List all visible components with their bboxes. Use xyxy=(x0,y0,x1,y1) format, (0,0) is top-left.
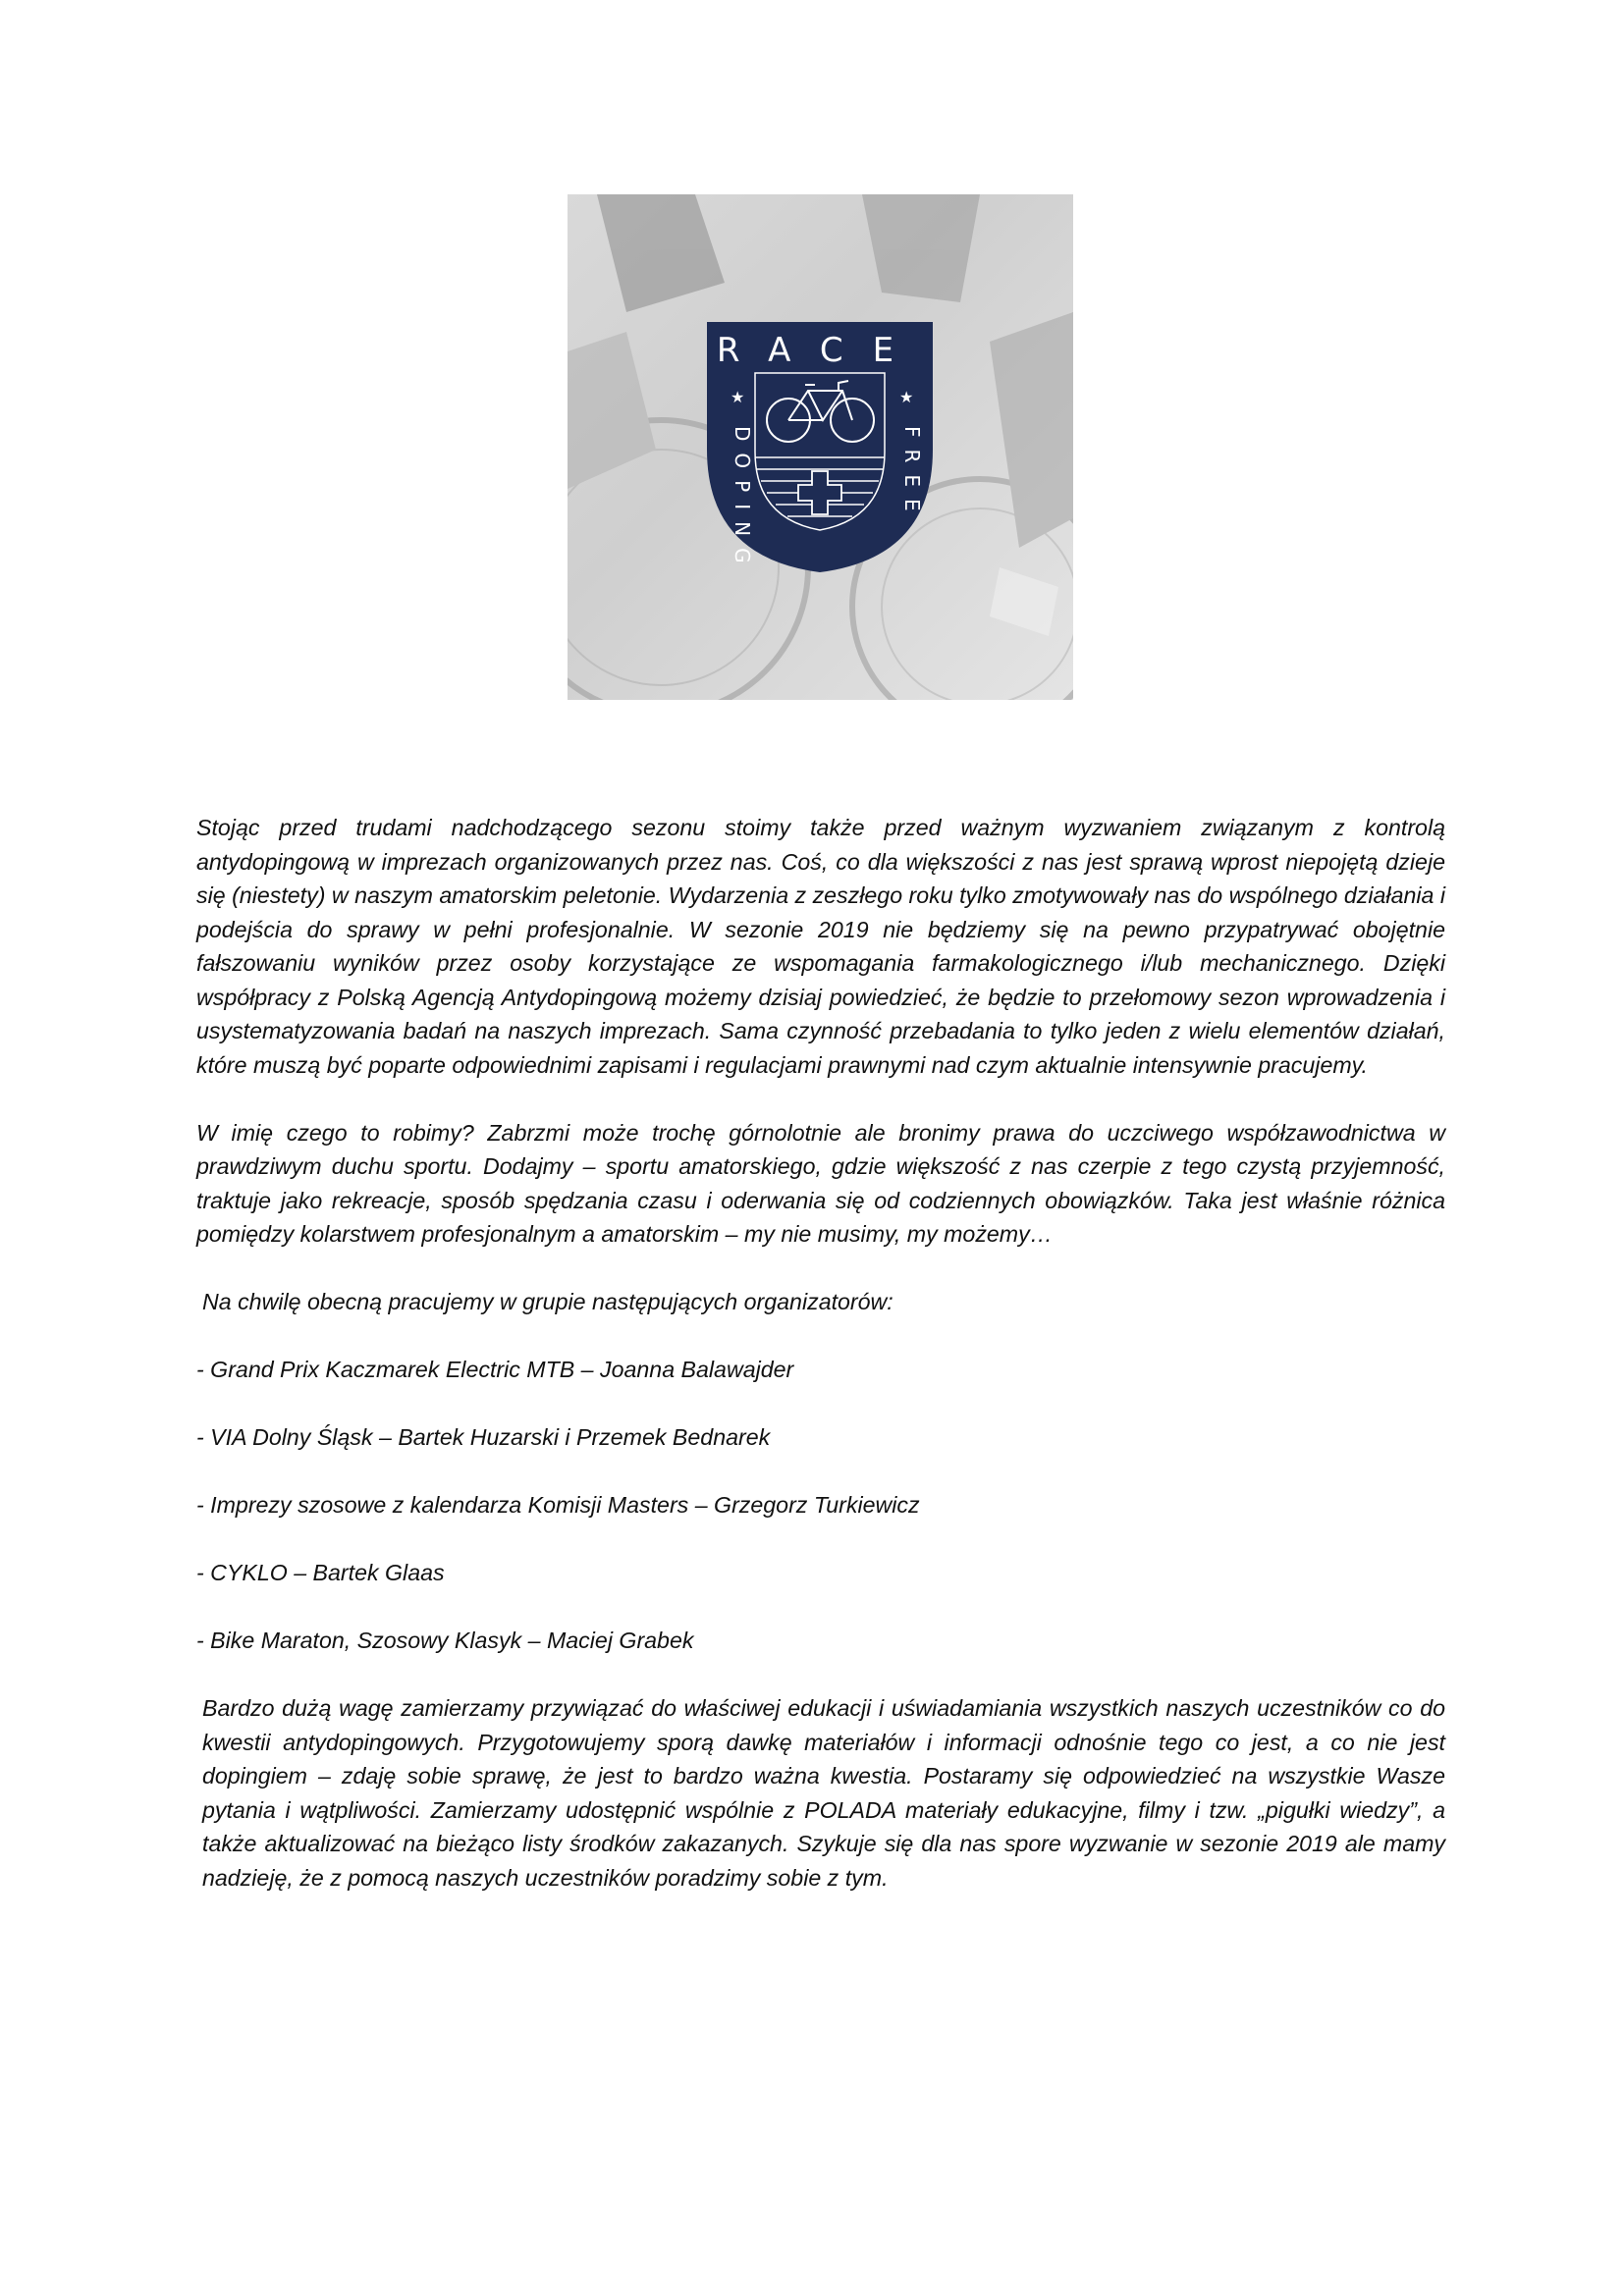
list-item: - VIA Dolny Śląsk – Bartek Huzarski i Przemek Bednarek xyxy=(196,1424,771,1450)
organizers-intro: Na chwilę obecną pracujemy w grupie następujących organizatorów: xyxy=(202,1289,893,1314)
article-body xyxy=(196,811,1445,1895)
list-item: - CYKLO – Bartek Glaas xyxy=(196,1560,445,1585)
list-item: - Bike Maraton, Szosowy Klasyk – Maciej Grabek xyxy=(196,1628,694,1653)
paragraph-intro: Stojąc przed trudami nadchodzącego sezonu stoimy także przed ważnym wyzwaniem związanym z kontrolą antydopingową w imprezach organizowanych przez nas. Coś, co dla większości z nas jest sprawą wprost niepojętą dzieje się (niestety) w naszym amatorskim peletonie. Wydarzenia z zeszłego roku tylko zmotywowały nas do wspólnego działania i podejścia do sprawy w pełni profesjonalnie. W sezonie 2019 nie będziemy się na pewno przypatrywać obojętnie fałszowaniu wyników przez osoby korzystające ze wspomagania farmakologicznego i/lub mechanicznego. Dzięki współpracy z Polską Agencją Antydopingową możemy dzisiaj powiedzieć, że będzie to przełomowy sezon wprowadzenia i usystematyzowania badań na naszych imprezach. Sama czynność przebadania to tylko jeden z wielu elementów działań, które muszą być poparte odpowiednimi zapisami i regulacjami prawnymi nad czym aktualnie intensywnie pracujemy. xyxy=(196,815,1445,1078)
paragraph-education: Bardzo dużą wagę zamierzamy przywiązać do właściwej edukacji i uświadamiania wszystkich naszych uczestników co do kwestii antydopingowych. Przygotowujemy sporą dawkę materiałów i informacji odnośnie tego co jest, a co nie jest dopingiem – zdaję sobie sprawę, że jest to bardzo ważna kwestia. Postaramy się odpowiedzieć na wszystkie Wasze pytania i wątpliwości. Zamierzamy udostępnić wspólnie z POLADA materiały edukacyjne, filmy i tzw. „pigułki wiedzy”, a także aktualizować na bieżąco listy środków zakazanych. Szykuje się dla nas spore wyzwanie w sezonie 2019 ale mamy nadzieję, że z pomocą naszych uczestników poradzimy sobie z tym. xyxy=(202,1695,1445,1891)
star-icon: ★ xyxy=(899,388,914,406)
logo-text-race: RACE xyxy=(716,331,924,370)
logo-text-free: FREE xyxy=(900,426,924,523)
logo-graphic xyxy=(568,194,1073,700)
logo-text-doping: DOPING xyxy=(731,426,754,575)
star-icon: ★ xyxy=(731,388,745,406)
list-item: - Grand Prix Kaczmarek Electric MTB – Joanna Balawajder xyxy=(196,1357,794,1382)
race-doping-free-logo xyxy=(568,194,1073,700)
list-item: - Imprezy szosowe z kalendarza Komisji Masters – Grzegorz Turkiewicz xyxy=(196,1492,920,1518)
paragraph-why: W imię czego to robimy? Zabrzmi może trochę górnolotnie ale bronimy prawa do uczciwego współzawodnictwa w prawdziwym duchu sportu. Dodajmy – sportu amatorskiego, gdzie większość z nas czerpie z tego czystą przyjemność, traktuje jako rekreacje, sposób spędzania czasu i oderwania się od codziennych obowiązków. Taka jest właśnie różnica pomiędzy kolarstwem profesjonalnym a amatorskim – my nie musimy, my możemy… xyxy=(196,1119,1445,1247)
